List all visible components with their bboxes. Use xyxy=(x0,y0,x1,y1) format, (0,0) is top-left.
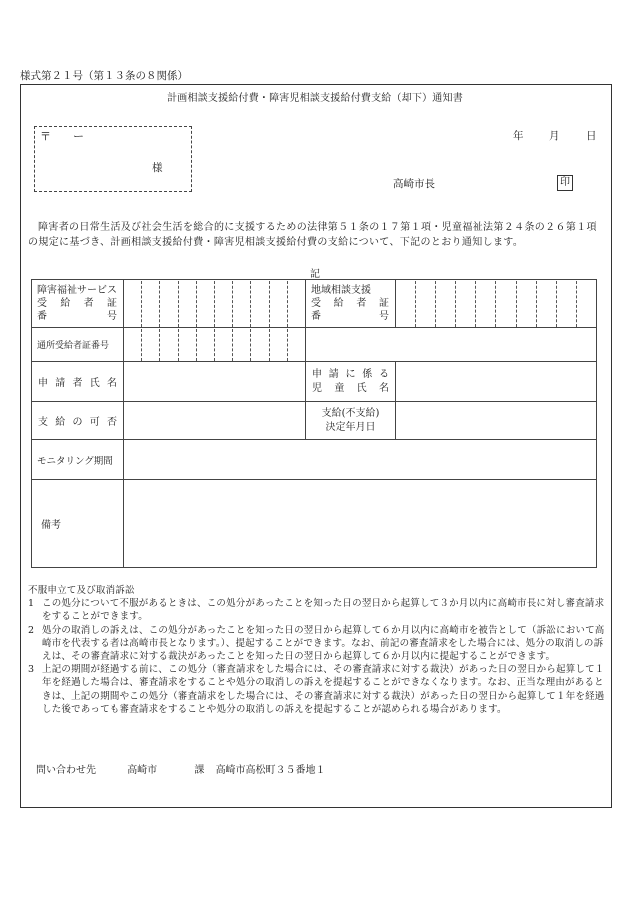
contact-info xyxy=(36,761,326,776)
label-line xyxy=(311,297,395,310)
label-char: 給 xyxy=(333,298,344,309)
label-char: 番 xyxy=(37,311,47,322)
approval-label: 支給の可否 xyxy=(32,402,124,440)
applicant-name-field[interactable] xyxy=(124,362,306,402)
welfare-cert-number-boxes[interactable] xyxy=(124,280,306,328)
date-day: 日 xyxy=(586,130,597,142)
monitoring-period-field[interactable] xyxy=(124,440,597,480)
contact-city: 高崎市 xyxy=(127,765,158,776)
table-row xyxy=(32,440,597,480)
table-row xyxy=(32,280,597,328)
decision-date-label xyxy=(306,402,396,440)
label-char: 者 xyxy=(356,298,367,309)
table-row xyxy=(32,362,597,402)
label-line: 地域相談支援 xyxy=(311,285,371,296)
label-char: 者 xyxy=(83,298,94,309)
postal-code-field: 〒 ー xyxy=(40,130,84,143)
label-char: 給 xyxy=(60,298,71,309)
list-item-text: 上記の期間が経過する前に、この処分（審査請求をした場合には、その審査請求に対する裁決）があった日の翌日から起算して１年を経過した場合は、審査請求をすることや処分の取消しの訴えを提起することができなくなります。なお、正当な理由があるときは、上記の期間やこの処分（審査請求をした場合には、その審査請求に対する裁決）があった日の翌日から起算して１年を経過した後であっても審査請求をすることや処分の取消しの訴えを提起することが認められる場合があります。 xyxy=(42,664,605,715)
label-line xyxy=(311,310,395,323)
label-line: 支給(不支給) xyxy=(321,407,380,419)
table-row xyxy=(32,402,597,440)
appeal-notes xyxy=(28,584,608,716)
community-cert-number-label xyxy=(306,280,396,328)
notice-body-text: 障害者の日常生活及び社会生活を総合的に支援するための法律第５１条の１７第１項・児童福祉法第２４条の２６第１項の規定に基づき、計画相談支援給付費・障害児相談支援給付費の支給について、下記のとおり通知します。 xyxy=(28,222,597,248)
contact-label: 問い合わせ先 xyxy=(36,765,96,776)
label-char: 証 xyxy=(106,298,117,309)
tsusho-cert-number-label: 通所受給者証番号 xyxy=(32,328,124,362)
welfare-cert-number-label xyxy=(32,280,124,328)
applicant-name-label: 申請者氏名 xyxy=(32,362,124,402)
issuer-mayor: 高崎市長 xyxy=(393,178,435,190)
list-item-text: 処分の取消しの訴えは、この処分があったことを知った日の翌日から起算して６か月以内に高崎市を被告として（訴訟において高崎市を代表する者は高崎市長となります。）、提起することができます。なお、前記の審査請求をした場合には、処分の取消しの訴えは、その審査請求に対する裁決があったことを知った日の翌日から起算して６か月以内に提起することができます。 xyxy=(42,624,605,663)
label-line: 決定年月日 xyxy=(325,421,376,433)
table-row xyxy=(32,328,597,362)
label-line: 障害福祉サービス xyxy=(37,285,117,296)
seal-mark: 印 xyxy=(557,175,573,191)
contact-department-suffix: 課 xyxy=(194,765,205,776)
list-item-number: 1 xyxy=(28,598,35,610)
info-table xyxy=(31,279,597,568)
label-char: 受 xyxy=(311,298,321,309)
decision-date-field[interactable] xyxy=(396,402,597,440)
list-item xyxy=(28,624,608,664)
child-name-label xyxy=(306,362,396,402)
list-item xyxy=(28,663,608,716)
date-year: 年 xyxy=(513,130,524,142)
list-item-text: この処分について不服があるときは、この処分があったことを知った日の翌日から起算して３か月以内に高崎市長に対し審査請求をすることができます。 xyxy=(42,598,605,623)
label-char: 号 xyxy=(379,311,389,322)
form-number-label: 様式第２１号（第１３条の８関係） xyxy=(20,70,188,82)
appeal-notes-heading: 不服申立て及び取消訴訟 xyxy=(28,585,135,596)
date-month: 月 xyxy=(549,130,560,142)
contact-address: 高崎市高松町３５番地１ xyxy=(215,765,326,776)
community-cert-number-boxes[interactable] xyxy=(396,280,597,328)
label-line xyxy=(37,310,123,323)
label-line: 申請に係る xyxy=(312,368,389,380)
approval-field[interactable] xyxy=(124,402,306,440)
list-item-number: 3 xyxy=(28,664,35,676)
list-item-number: 2 xyxy=(28,624,35,636)
child-name-field[interactable] xyxy=(396,362,597,402)
ki-heading: 記 xyxy=(310,269,320,280)
monitoring-period-label: モニタリング期間 xyxy=(32,440,124,480)
tsusho-blank-cell xyxy=(306,328,597,362)
list-item xyxy=(28,597,608,623)
label-char: 証 xyxy=(378,298,389,309)
label-line: 児童氏名 xyxy=(312,382,389,394)
remarks-label: 備考 xyxy=(32,480,124,568)
tsusho-cert-number-boxes[interactable] xyxy=(124,328,306,362)
document-title: 計画相談支援給付費・障害児相談支援給付費支給（却下）通知書 xyxy=(167,93,463,104)
table-row xyxy=(32,480,597,568)
addressee-honorific: 様 xyxy=(152,162,163,174)
label-char: 受 xyxy=(37,298,47,309)
label-char: 番 xyxy=(311,311,321,322)
label-char: 号 xyxy=(107,311,117,322)
label-line xyxy=(37,297,123,310)
remarks-field[interactable] xyxy=(124,480,597,568)
